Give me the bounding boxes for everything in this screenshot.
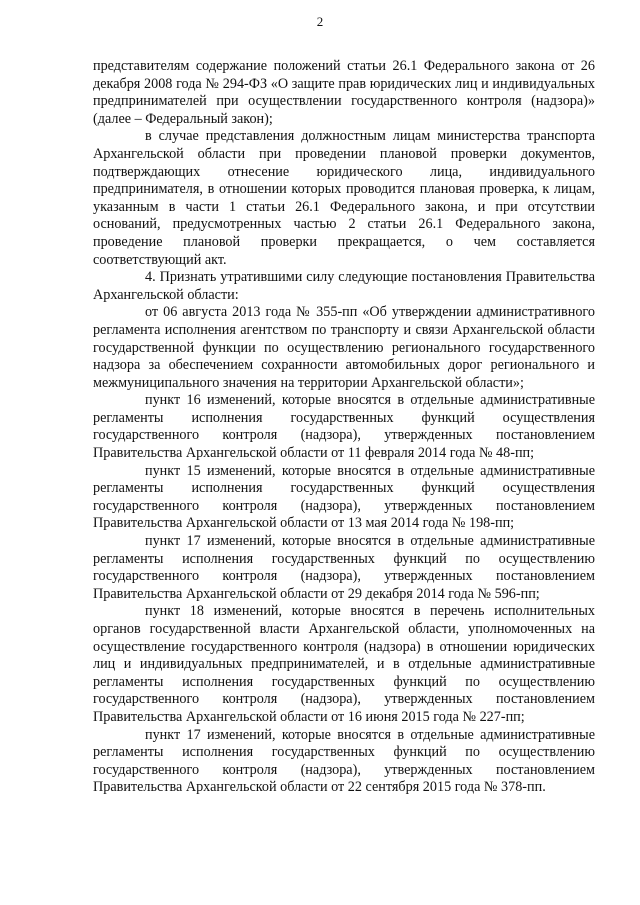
paragraph: пункт 18 изменений, которые вносятся в перечень исполнительных органов государственной власти Архангельской области, уполномоченных на осуществление государственного контроля (надзора) в отношении юридических лиц и индивидуальных предпринимателей, и в отдельные административные регламенты исполнения государственных функций по осуществлению государственного контроля (надзора), утвержденных постановлением Правительства Архангельской области от 16 июня 2015 года № 227-пп; (93, 603, 595, 725)
paragraph: представителям содержание положений статьи 26.1 Федерального закона от 26 декабря 2008 года № 294-ФЗ «О защите прав юридических лиц и индивидуальных предпринимателей при осуществлении государственного контроля (надзора)» (далее – Федеральный закон); (93, 58, 595, 127)
paragraph: пункт 17 изменений, которые вносятся в отдельные административные регламенты исполнения государственных функций по осуществлению государственного контроля (надзора), утвержденных постановлением Правительства Архангельской области от 22 сентября 2015 года № 378-пп. (93, 726, 595, 796)
paragraph: в случае представления должностным лицам министерства транспорта Архангельской области при проведении плановой проверки документов, подтверждающих отнесение юридического лица, индивидуального предпринимателя, в отношении которых проводится плановая проверка, к лицам, указанным в части 1 статьи 26.1 Федерального закона, и при отсутствии оснований, предусмотренных частью 2 статьи 26.1 Федерального закона, проведение плановой проверки прекращается, о чем составляется соответствующий акт. (93, 128, 595, 268)
paragraph: пункт 17 изменений, которые вносятся в отдельные административные регламенты исполнения государственных функций по осуществлению государственного контроля (надзора), утвержденных постановлением Правительства Архангельской области от 29 декабря 2014 года № 596-пп; (93, 533, 595, 602)
document-body (93, 58, 595, 797)
paragraph: 4. Признать утратившими силу следующие постановления Правительства Архангельской области: (93, 269, 595, 303)
paragraph: от 06 августа 2013 года № 355-пп «Об утверждении административного регламента исполнения агентством по транспорту и связи Архангельской области государственной функции по осуществлению регионального государственного надзора за обеспечением сохранности автомобильных дорог регионального и межмуниципального значения на территории Архангельской области»; (93, 304, 595, 391)
paragraph: пункт 15 изменений, которые вносятся в отдельные административные регламенты исполнения государственных функций осуществления государственного контроля (надзора), утвержденных постановлением Правительства Архангельской области от 13 мая 2014 года № 198-пп; (93, 462, 595, 532)
paragraph: пункт 16 изменений, которые вносятся в отдельные административные регламенты исполнения государственных функций осуществления государственного контроля (надзора), утвержденных постановлением Правительства Архангельской области от 11 февраля 2014 года № 48-пп; (93, 392, 595, 462)
page-number: 2 (316, 14, 324, 29)
